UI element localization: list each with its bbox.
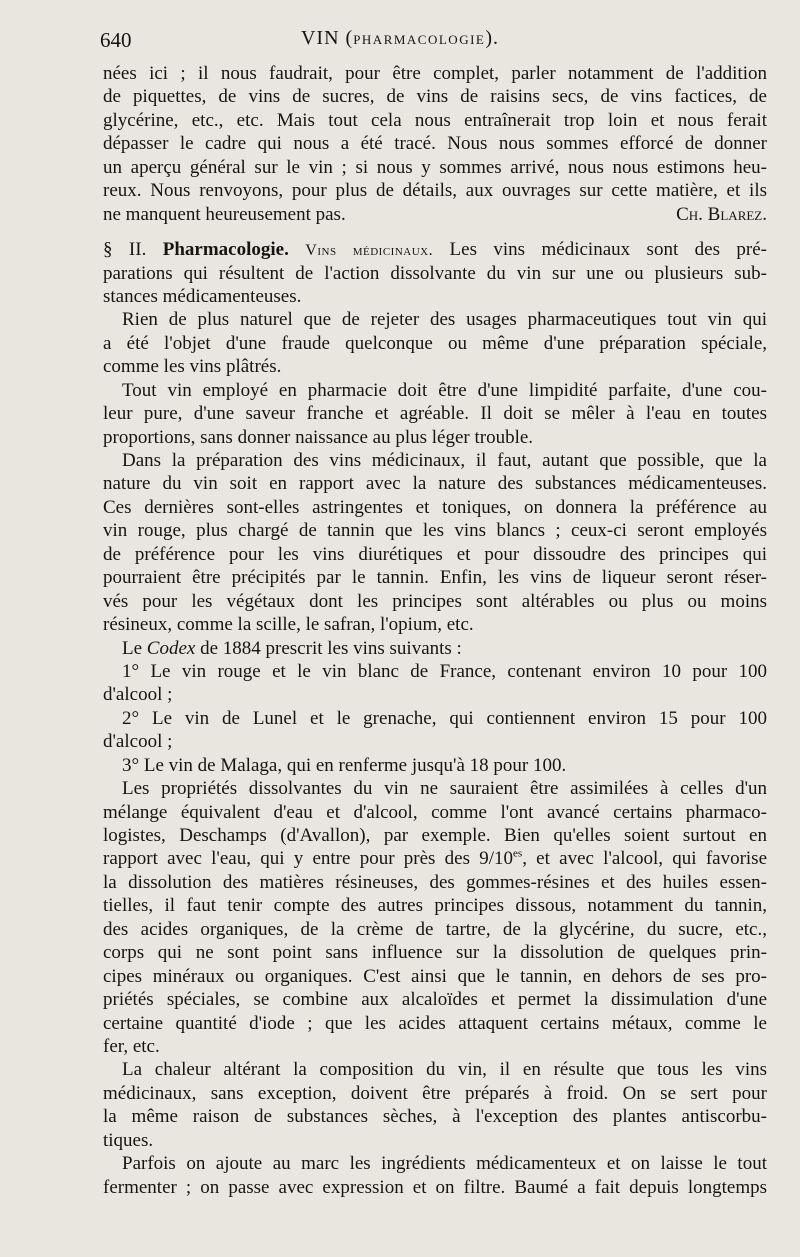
text-line: de piquettes, de vins de sucres, de vins de raisins secs, de vins factices, de bbox=[103, 86, 767, 108]
text-line: Les propriétés dissolvantes du vin ne sauraient être assimilées à celles d'un bbox=[122, 778, 767, 800]
text-line: un aperçu général sur le vin ; si nous y sommes arrivé, nous nous estimons heu- bbox=[103, 156, 767, 178]
section-title: Pharmacologie. bbox=[162, 239, 289, 261]
text-line: priétés spéciales, se combine aux alcaloïdes et permet la dissimulation d'une bbox=[103, 989, 767, 1011]
text-line: 3° Le vin de Malaga, qui en renferme jusqu'à 18 pour 100. bbox=[122, 754, 567, 776]
list-item bbox=[103, 707, 767, 754]
list-item bbox=[103, 660, 767, 707]
codex-italic: Codex bbox=[146, 637, 196, 659]
text-line: dépasser le cadre qui nous a été tracé. Nous nous sommes efforcé de donner bbox=[103, 133, 767, 155]
fraction-line-pre: rapport avec l'eau, qui y entre pour près des 9/10 bbox=[103, 848, 514, 870]
running-title-smallcaps: PHARMACOLOGIE bbox=[353, 32, 486, 47]
paragraph bbox=[103, 637, 767, 660]
text-line: cipes minéraux ou organiques. C'est ainsi que le tannin, en dehors de ses pro- bbox=[103, 965, 767, 987]
text-line: nature du vin soit en rapport avec la nature des substances médicamenteuses. bbox=[103, 473, 767, 495]
paragraph bbox=[103, 1058, 767, 1152]
text-line: tielles, il faut tenir compte des autres principes dissous, notamment du tannin, bbox=[103, 895, 767, 917]
running-title bbox=[0, 27, 800, 50]
running-title-main: VIN ( bbox=[300, 27, 354, 49]
text-line: proportions, sans donner naissance au plus léger trouble. bbox=[103, 426, 534, 448]
section-subtitle: Vins médicinaux. bbox=[305, 242, 434, 260]
text-line: vin rouge, plus chargé de tannin que les vins blancs ; ceux-ci seront employés bbox=[103, 520, 767, 542]
text-line: a été l'objet d'une fraude quelconque ou même d'une préparation spéciale, bbox=[103, 332, 767, 354]
text-line: des acides organiques, de la crème de tartre, de la glycérine, du sucre, etc., bbox=[103, 918, 767, 940]
text-line bbox=[103, 847, 767, 870]
text-line bbox=[103, 203, 767, 226]
section-paragraph bbox=[103, 238, 767, 308]
text-line: La chaleur altérant la composition du vin, il en résulte que tous les vins bbox=[122, 1059, 767, 1081]
text-line: fermenter ; on passe avec expression et on filtre. Baumé a fait depuis longtemps bbox=[103, 1176, 767, 1198]
text-line: fer, etc. bbox=[103, 1035, 160, 1057]
text-line: Parfois on ajoute au marc les ingrédients médicamenteux et on laisse le tout bbox=[122, 1153, 767, 1175]
list-item bbox=[103, 754, 767, 777]
paragraph bbox=[103, 449, 767, 637]
author-signature: Ch. Blarez. bbox=[676, 203, 767, 225]
text-line: Tout vin employé en pharmacie doit être d'une limpidité parfaite, d'une cou- bbox=[122, 379, 767, 401]
text-line: 2° Le vin de Lunel et le grenache, qui contiennent environ 15 pour 100 bbox=[122, 707, 767, 729]
text-line: corps qui ne sont point sans influence sur la dissolution de quelques prin- bbox=[103, 942, 767, 964]
text-line bbox=[103, 637, 767, 660]
text-line: de préférence pour les vins diurétiques et pour dissoudre des principes qui bbox=[103, 543, 767, 565]
fraction-line-post: , et avec l'alcool, qui favorise bbox=[522, 848, 767, 870]
text-line: d'alcool ; bbox=[103, 731, 173, 753]
running-title-end: ). bbox=[485, 27, 500, 49]
text-line: résineux, comme la scille, le safran, l'opium, etc. bbox=[103, 614, 474, 636]
text-line: mélange équivalent d'eau et d'alcool, comme l'ont avancé certains pharmaco- bbox=[103, 801, 767, 823]
text-line: la même raison de substances sèches, à l'exception des plantes antiscorbu- bbox=[103, 1106, 767, 1128]
text-line: glycérine, etc., etc. Mais tout cela nous entraînerait trop loin et nous ferait bbox=[103, 109, 767, 131]
text-line: pourraient être précipités par le tannin. Enfin, les vins de liqueur seront réser- bbox=[103, 567, 767, 589]
paragraph bbox=[103, 777, 767, 1058]
section-number: § II. bbox=[103, 239, 147, 261]
text-line: Dans la préparation des vins médicinaux, il faut, autant que possible, que la bbox=[122, 450, 767, 471]
text-line: comme les vins plâtrés. bbox=[103, 356, 282, 378]
text-line: parations qui résultent de l'action dissolvante du vin sur une ou plusieurs sub- bbox=[103, 262, 767, 284]
text-line: Rien de plus naturel que de rejeter des usages pharmaceutiques tout vin qui bbox=[122, 309, 767, 331]
page-header bbox=[0, 24, 800, 54]
page-number: 640 bbox=[100, 28, 132, 52]
fraction-superscript: es bbox=[513, 848, 523, 861]
text-line: d'alcool ; bbox=[103, 684, 173, 706]
text-line-content: ne manquent heureusement pas. bbox=[103, 203, 346, 225]
continuation-paragraph bbox=[103, 62, 767, 226]
page-body bbox=[103, 62, 767, 1199]
paragraph bbox=[103, 379, 767, 449]
section-first-line-rest: Les vins médicinaux sont des pré- bbox=[449, 239, 767, 261]
text-line: vés pour les végétaux dont les principes sont altérables ou plus ou moins bbox=[103, 590, 767, 612]
codex-post: de 1884 prescrit les vins suivants : bbox=[200, 637, 462, 659]
paragraph bbox=[103, 1152, 767, 1199]
paragraph bbox=[103, 308, 767, 378]
text-line: médicinaux, sans exception, doivent être préparés à froid. On se sert pour bbox=[103, 1082, 767, 1104]
text-line: logistes, Deschamps (d'Avallon), par exemple. Bien qu'elles soient surtout en bbox=[103, 825, 767, 846]
text-line: certaine quantité d'iode ; que les acides attaquent certains métaux, comme le bbox=[103, 1012, 767, 1034]
text-line: tiques. bbox=[103, 1129, 154, 1151]
text-line: leur pure, d'une saveur franche et agréable. Il doit se mêler à l'eau en toutes bbox=[103, 403, 767, 425]
section-heading-line bbox=[103, 238, 767, 261]
text-line: la dissolution des matières résineuses, des gommes-résines et des huiles essen- bbox=[103, 871, 767, 893]
codex-pre: Le bbox=[122, 637, 143, 659]
text-line: stances médicamenteuses. bbox=[103, 285, 302, 307]
text-line: reux. Nous renvoyons, pour plus de détails, aux ouvrages sur cette matière, et ils bbox=[103, 180, 767, 202]
text-line: nées ici ; il nous faudrait, pour être complet, parler notamment de l'addition bbox=[103, 63, 767, 84]
text-line: 1° Le vin rouge et le vin blanc de France, contenant environ 10 pour 100 bbox=[122, 660, 767, 682]
text-line: Ces dernières sont-elles astringentes et toniques, on donnera la préférence au bbox=[103, 496, 767, 518]
